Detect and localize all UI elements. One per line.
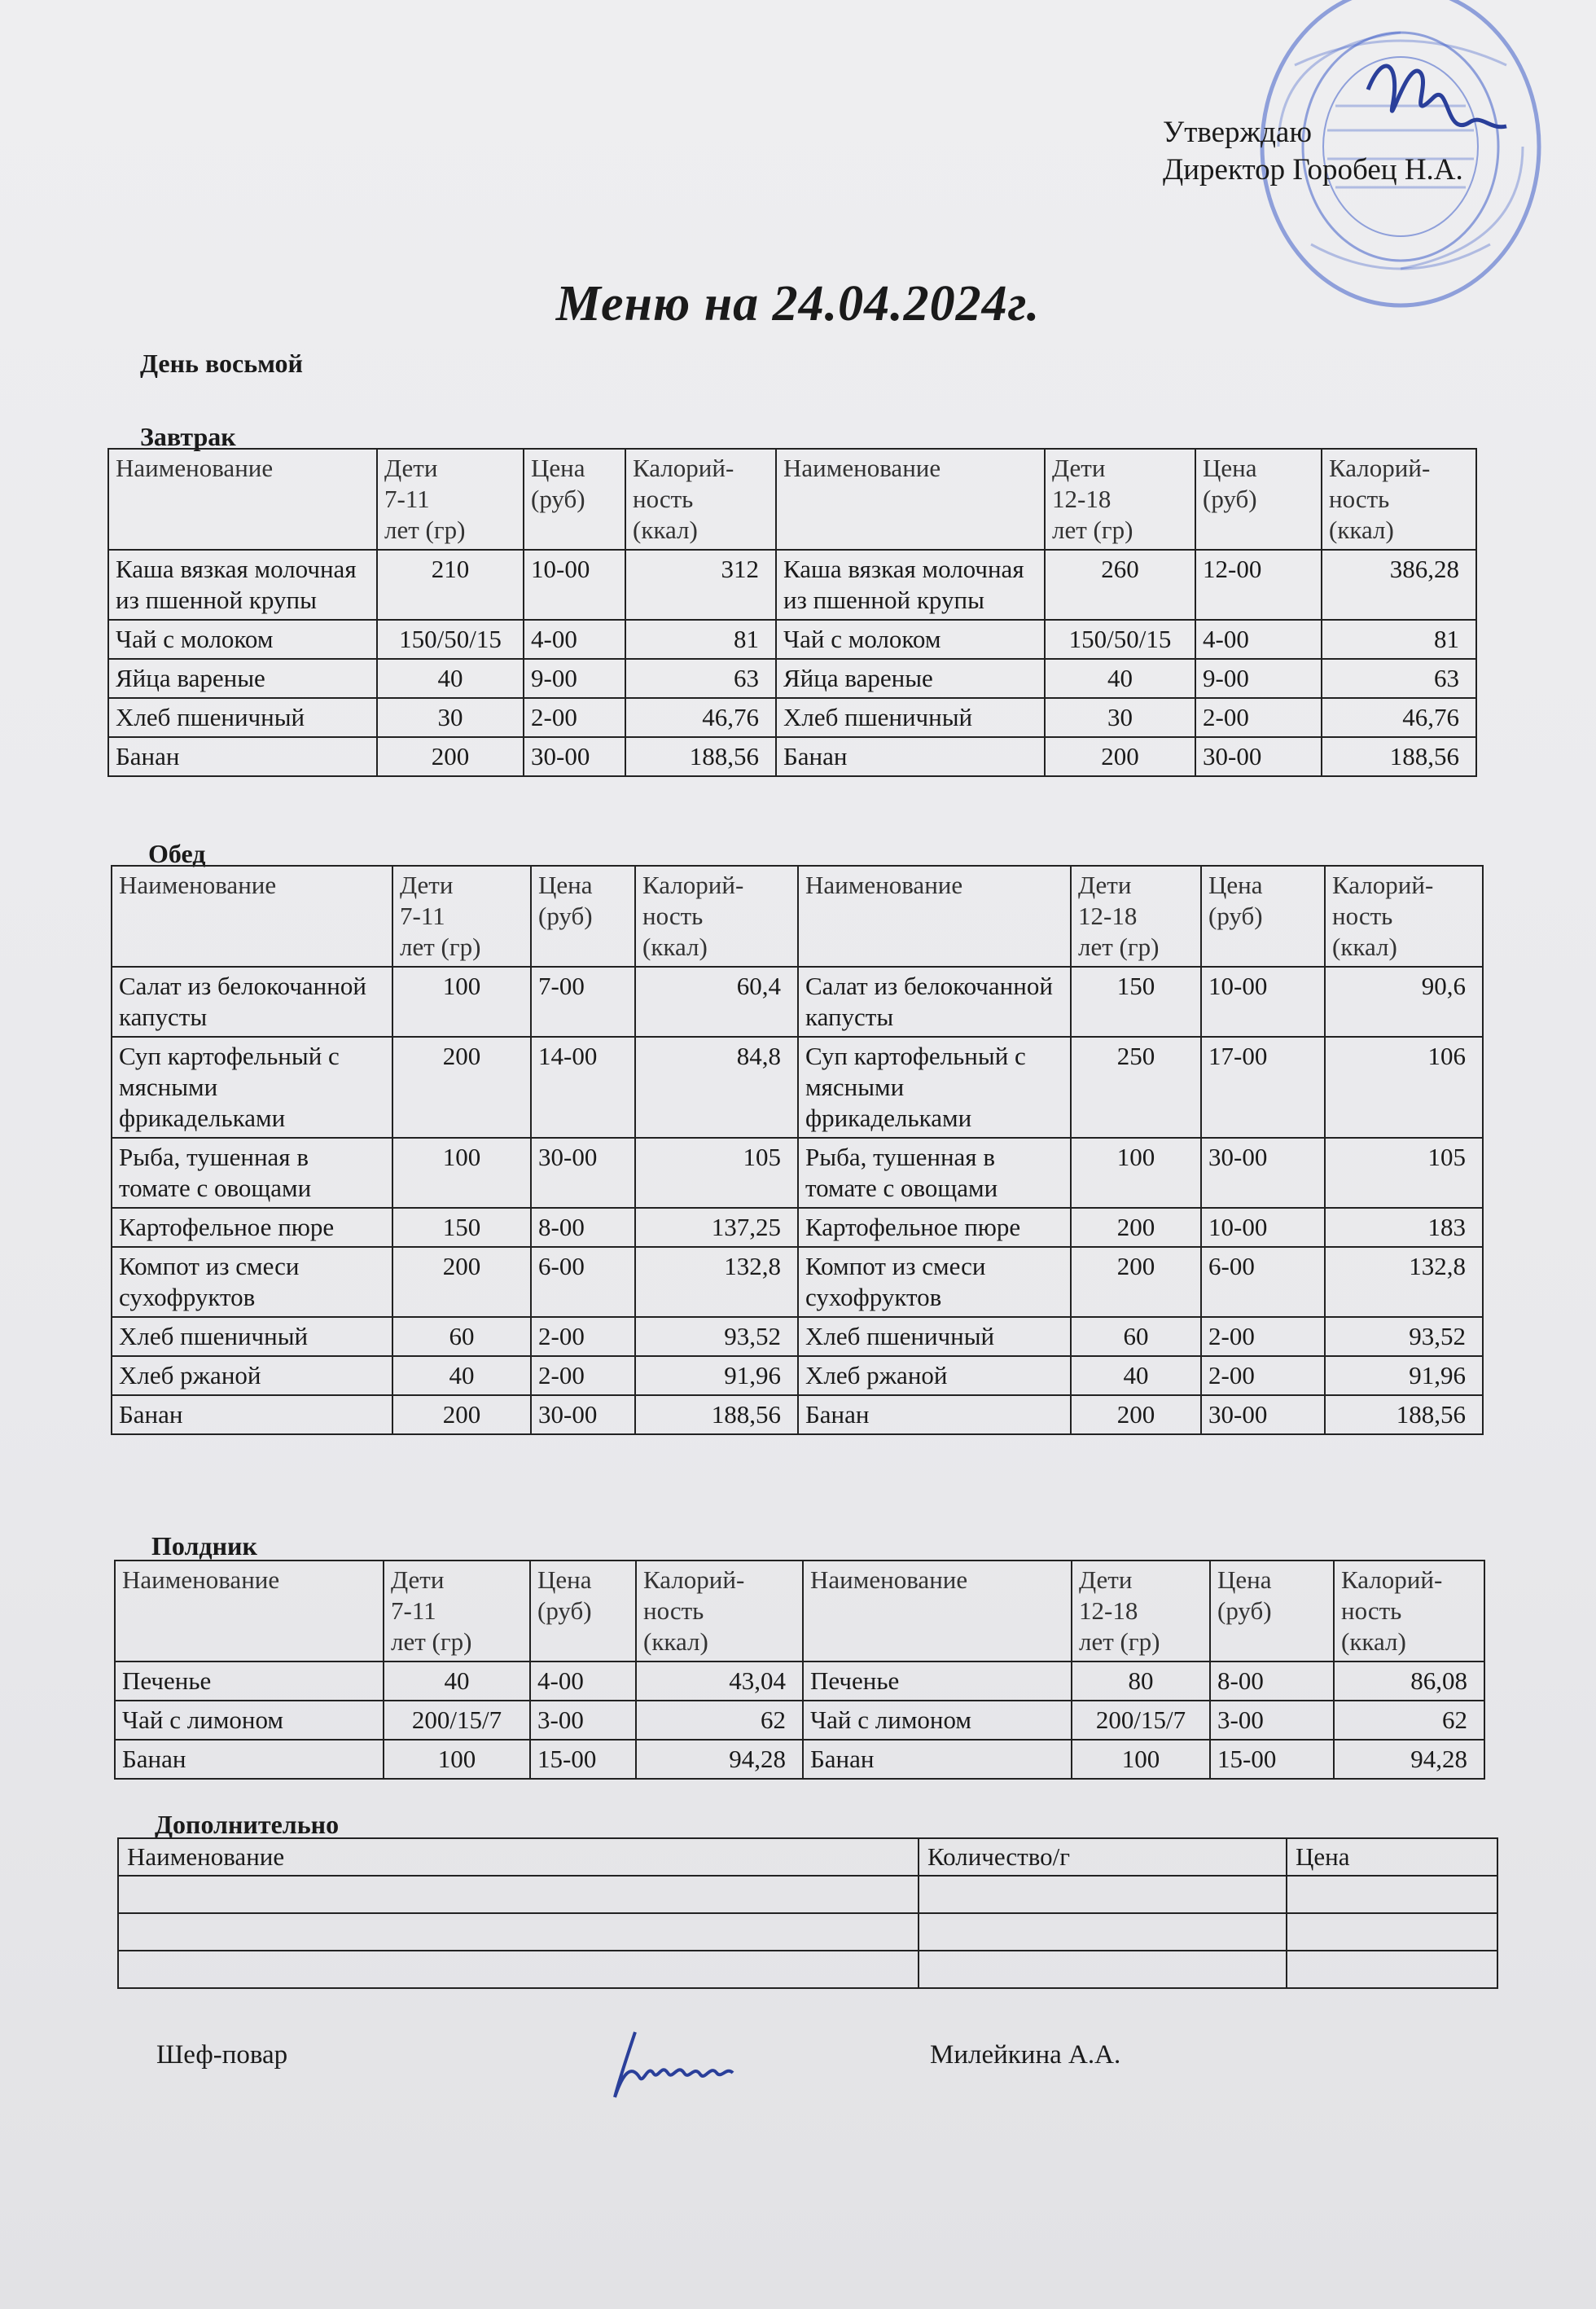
extra-col-qty: Количество/г [919, 1838, 1287, 1876]
calories-value: 86,08 [1334, 1662, 1484, 1701]
dish-name: Рыба, тушенная в томате с овощами [112, 1138, 392, 1208]
col-kids-old-header [1072, 1561, 1210, 1662]
portion-grams: 150/50/15 [377, 620, 524, 659]
calories-value: 46,76 [625, 698, 776, 737]
col-calories-header-line: ность [642, 902, 704, 930]
portion-grams: 150/50/15 [1045, 620, 1195, 659]
table-row [112, 1356, 1483, 1395]
calories-value: 183 [1325, 1208, 1483, 1247]
extra-cell [1287, 1876, 1497, 1913]
col-kids-young-header [392, 866, 531, 967]
col-name-header: Наименование [108, 449, 377, 550]
chef-role: Шеф-повар [156, 2040, 288, 2070]
col-calories-header-line: (ккал) [633, 516, 698, 544]
portion-grams: 200 [377, 737, 524, 776]
calories-value: 63 [1322, 659, 1476, 698]
table-row [108, 620, 1476, 659]
extra-col-price: Цена [1287, 1838, 1497, 1876]
col-kids-old-header [1071, 866, 1201, 967]
price-value: 2-00 [531, 1317, 635, 1356]
calories-value: 132,8 [1325, 1247, 1483, 1317]
snack-table [114, 1560, 1485, 1780]
price-value: 30-00 [1201, 1395, 1325, 1434]
calories-value: 93,52 [635, 1317, 798, 1356]
col-price-header-line: Цена [1217, 1565, 1272, 1594]
breakfast-label: Завтрак [140, 422, 236, 451]
col-name-header: Наименование [115, 1561, 384, 1662]
table-row [108, 659, 1476, 698]
extra-cell [118, 1913, 919, 1951]
table-row [108, 737, 1476, 776]
col-calories-header [1322, 449, 1476, 550]
dish-name: Хлеб пшеничный [798, 1317, 1071, 1356]
price-value: 10-00 [1201, 1208, 1325, 1247]
col-price-header-line: (руб) [537, 1596, 592, 1625]
col-calories-header-line: Калорий- [1332, 871, 1434, 899]
calories-value: 105 [635, 1138, 798, 1208]
dish-name: Каша вязкая молочная из пшенной крупы [108, 550, 377, 620]
col-price-header [524, 449, 625, 550]
price-value: 2-00 [524, 698, 625, 737]
table-row [115, 1662, 1484, 1701]
price-value: 30-00 [531, 1395, 635, 1434]
table-row [112, 967, 1483, 1037]
calories-value: 188,56 [635, 1395, 798, 1434]
portion-grams: 200 [1071, 1208, 1201, 1247]
dish-name: Банан [798, 1395, 1071, 1434]
calories-value: 43,04 [636, 1662, 803, 1701]
col-price-header-line: Цена [1203, 454, 1257, 482]
portion-grams: 150 [392, 1208, 531, 1247]
col-calories-header-line: Калорий- [633, 454, 734, 482]
col-calories-header [625, 449, 776, 550]
calories-value: 81 [625, 620, 776, 659]
col-kids-old-header [1045, 449, 1195, 550]
col-price-header-line: (руб) [531, 485, 585, 513]
col-calories-header [636, 1561, 803, 1662]
price-value: 30-00 [1195, 737, 1322, 776]
calories-value: 386,28 [1322, 550, 1476, 620]
price-value: 2-00 [531, 1356, 635, 1395]
extra-cell [118, 1951, 919, 1988]
calories-value: 91,96 [1325, 1356, 1483, 1395]
extra-cell [1287, 1913, 1497, 1951]
table-row [112, 1317, 1483, 1356]
portion-grams: 60 [1071, 1317, 1201, 1356]
calories-value: 94,28 [636, 1740, 803, 1779]
extra-cell [1287, 1951, 1497, 1988]
dish-name: Картофельное пюре [112, 1208, 392, 1247]
col-calories-header-line: ность [1341, 1596, 1402, 1625]
calories-value: 132,8 [635, 1247, 798, 1317]
col-kids-young-header-line: 7-11 [391, 1596, 436, 1625]
dish-name: Банан [803, 1740, 1072, 1779]
price-value: 8-00 [1210, 1662, 1334, 1701]
extra-col-name: Наименование [118, 1838, 919, 1876]
lunch-table [111, 865, 1484, 1435]
dish-name: Компот из смеси сухофруктов [798, 1247, 1071, 1317]
portion-grams: 40 [377, 659, 524, 698]
col-price-header [530, 1561, 636, 1662]
approver-name: Директор Горобец Н.А. [1163, 153, 1463, 187]
col-price-header-line: (руб) [1203, 485, 1257, 513]
extra-table [117, 1837, 1498, 1989]
col-calories-header-line: Калорий- [1329, 454, 1431, 482]
price-value: 14-00 [531, 1037, 635, 1138]
portion-grams: 200/15/7 [1072, 1701, 1210, 1740]
table-row [112, 1247, 1483, 1317]
col-kids-young-header-line: Дети [400, 871, 454, 899]
col-name-header: Наименование [803, 1561, 1072, 1662]
col-kids-old-header-line: Дети [1052, 454, 1106, 482]
calories-value: 105 [1325, 1138, 1483, 1208]
col-kids-young-header-line: лет (гр) [384, 516, 466, 544]
dish-name: Банан [776, 737, 1045, 776]
table-row [108, 550, 1476, 620]
portion-grams: 60 [392, 1317, 531, 1356]
calories-value: 188,56 [625, 737, 776, 776]
col-price-header [1201, 866, 1325, 967]
col-kids-young-header-line: Дети [391, 1565, 445, 1594]
portion-grams: 200 [392, 1247, 531, 1317]
lunch-label: Обед [148, 839, 206, 868]
col-price-header [531, 866, 635, 967]
portion-grams: 260 [1045, 550, 1195, 620]
portion-grams: 30 [377, 698, 524, 737]
portion-grams: 100 [392, 1138, 531, 1208]
dish-name: Хлеб пшеничный [776, 698, 1045, 737]
dish-name: Суп картофельный с мясными фрикадельками [112, 1037, 392, 1138]
extra-cell [118, 1876, 919, 1913]
col-calories-header-line: Калорий- [642, 871, 744, 899]
col-calories-header-line: (ккал) [643, 1627, 708, 1656]
col-calories-header-line: ность [1332, 902, 1393, 930]
col-kids-young-header [384, 1561, 530, 1662]
price-value: 10-00 [1201, 967, 1325, 1037]
chef-name: Милейкина А.А. [930, 2040, 1121, 2070]
price-value: 8-00 [531, 1208, 635, 1247]
col-price-header [1210, 1561, 1334, 1662]
extra-cell [919, 1913, 1287, 1951]
col-kids-old-header-line: лет (гр) [1079, 1627, 1160, 1656]
price-value: 9-00 [1195, 659, 1322, 698]
col-price-header-line: Цена [1208, 871, 1263, 899]
dish-name: Печенье [803, 1662, 1072, 1701]
calories-value: 84,8 [635, 1037, 798, 1138]
price-value: 9-00 [524, 659, 625, 698]
portion-grams: 210 [377, 550, 524, 620]
extra-row [118, 1913, 1497, 1951]
portion-grams: 40 [1071, 1356, 1201, 1395]
signature-icon [603, 2016, 741, 2105]
dish-name: Чай с молоком [776, 620, 1045, 659]
calories-value: 188,56 [1322, 737, 1476, 776]
portion-grams: 80 [1072, 1662, 1210, 1701]
portion-grams: 250 [1071, 1037, 1201, 1138]
portion-grams: 150 [1071, 967, 1201, 1037]
portion-grams: 100 [1071, 1138, 1201, 1208]
col-name-header: Наименование [776, 449, 1045, 550]
col-kids-old-header-line: 12-18 [1079, 1596, 1138, 1625]
price-value: 4-00 [1195, 620, 1322, 659]
dish-name: Хлеб пшеничный [108, 698, 377, 737]
col-calories-header-line: ность [1329, 485, 1390, 513]
extra-header-row [118, 1838, 1497, 1876]
portion-grams: 30 [1045, 698, 1195, 737]
approval-block [1163, 114, 1463, 189]
col-calories-header-line: ность [643, 1596, 704, 1625]
dish-name: Хлеб пшеничный [112, 1317, 392, 1356]
col-price-header-line: Цена [531, 454, 585, 482]
col-price-header-line: (руб) [1217, 1596, 1272, 1625]
dish-name: Чай с лимоном [803, 1701, 1072, 1740]
col-calories-header-line: (ккал) [1329, 516, 1394, 544]
dish-name: Компот из смеси сухофруктов [112, 1247, 392, 1317]
page-title: Меню на 24.04.2024г. [555, 276, 1041, 331]
approval-line: Утверждаю [1163, 116, 1312, 149]
portion-grams: 40 [384, 1662, 530, 1701]
calories-value: 46,76 [1322, 698, 1476, 737]
extra-row [118, 1876, 1497, 1913]
dish-name: Суп картофельный с мясными фрикадельками [798, 1037, 1071, 1138]
price-value: 15-00 [1210, 1740, 1334, 1779]
price-value: 2-00 [1201, 1356, 1325, 1395]
snack-label: Полдник [151, 1531, 257, 1561]
dish-name: Хлеб ржаной [798, 1356, 1071, 1395]
portion-grams: 40 [392, 1356, 531, 1395]
portion-grams: 100 [384, 1740, 530, 1779]
portion-grams: 200 [1071, 1247, 1201, 1317]
price-value: 3-00 [1210, 1701, 1334, 1740]
price-value: 30-00 [1201, 1138, 1325, 1208]
col-calories-header-line: (ккал) [642, 933, 708, 961]
col-kids-old-header-line: 12-18 [1052, 485, 1112, 513]
col-price-header-line: (руб) [1208, 902, 1263, 930]
col-price-header-line: Цена [538, 871, 593, 899]
col-calories-header [1325, 866, 1483, 967]
col-price-header-line: Цена [537, 1565, 592, 1594]
dish-name: Салат из белокочанной капусты [112, 967, 392, 1037]
portion-grams: 200 [1071, 1395, 1201, 1434]
extra-row [118, 1951, 1497, 1988]
price-value: 30-00 [531, 1138, 635, 1208]
portion-grams: 100 [392, 967, 531, 1037]
extra-cell [919, 1876, 1287, 1913]
col-name-header: Наименование [798, 866, 1071, 967]
header-row [112, 866, 1483, 967]
dish-name: Банан [108, 737, 377, 776]
price-value: 30-00 [524, 737, 625, 776]
portion-grams: 40 [1045, 659, 1195, 698]
table-row [115, 1701, 1484, 1740]
price-value: 12-00 [1195, 550, 1322, 620]
price-value: 6-00 [1201, 1247, 1325, 1317]
dish-name: Рыба, тушенная в томате с овощами [798, 1138, 1071, 1208]
calories-value: 94,28 [1334, 1740, 1484, 1779]
col-kids-young-header [377, 449, 524, 550]
calories-value: 62 [1334, 1701, 1484, 1740]
calories-value: 91,96 [635, 1356, 798, 1395]
breakfast-table [107, 448, 1477, 777]
calories-value: 106 [1325, 1037, 1483, 1138]
dish-name: Яйца вареные [108, 659, 377, 698]
col-kids-young-header-line: лет (гр) [391, 1627, 472, 1656]
dish-name: Салат из белокочанной капусты [798, 967, 1071, 1037]
col-price-header [1195, 449, 1322, 550]
price-value: 17-00 [1201, 1037, 1325, 1138]
price-value: 10-00 [524, 550, 625, 620]
table-row [112, 1208, 1483, 1247]
price-value: 7-00 [531, 967, 635, 1037]
header-row [115, 1561, 1484, 1662]
table-row [112, 1395, 1483, 1434]
price-value: 6-00 [531, 1247, 635, 1317]
col-kids-young-header-line: лет (гр) [400, 933, 481, 961]
price-value: 4-00 [530, 1662, 636, 1701]
col-kids-old-header-line: Дети [1078, 871, 1132, 899]
col-kids-young-header-line: 7-11 [400, 902, 445, 930]
portion-grams: 200 [392, 1037, 531, 1138]
dish-name: Печенье [115, 1662, 384, 1701]
col-calories-header [635, 866, 798, 967]
portion-grams: 200 [1045, 737, 1195, 776]
dish-name: Банан [115, 1740, 384, 1779]
calories-value: 90,6 [1325, 967, 1483, 1037]
col-kids-young-header-line: 7-11 [384, 485, 430, 513]
calories-value: 60,4 [635, 967, 798, 1037]
calories-value: 137,25 [635, 1208, 798, 1247]
extra-label: Дополнительно [155, 1810, 340, 1839]
calories-value: 62 [636, 1701, 803, 1740]
calories-value: 312 [625, 550, 776, 620]
dish-name: Каша вязкая молочная из пшенной крупы [776, 550, 1045, 620]
table-row [112, 1037, 1483, 1138]
calories-value: 93,52 [1325, 1317, 1483, 1356]
col-calories-header [1334, 1561, 1484, 1662]
price-value: 2-00 [1201, 1317, 1325, 1356]
col-name-header: Наименование [112, 866, 392, 967]
col-calories-header-line: Калорий- [1341, 1565, 1443, 1594]
price-value: 3-00 [530, 1701, 636, 1740]
table-row [112, 1138, 1483, 1208]
dish-name: Картофельное пюре [798, 1208, 1071, 1247]
col-price-header-line: (руб) [538, 902, 593, 930]
extra-cell [919, 1951, 1287, 1988]
calories-value: 63 [625, 659, 776, 698]
price-value: 2-00 [1195, 698, 1322, 737]
col-calories-header-line: (ккал) [1332, 933, 1397, 961]
dish-name: Яйца вареные [776, 659, 1045, 698]
col-kids-old-header-line: лет (гр) [1078, 933, 1160, 961]
portion-grams: 100 [1072, 1740, 1210, 1779]
col-kids-old-header-line: Дети [1079, 1565, 1133, 1594]
header-row [108, 449, 1476, 550]
col-calories-header-line: Калорий- [643, 1565, 745, 1594]
col-calories-header-line: ность [633, 485, 694, 513]
price-value: 4-00 [524, 620, 625, 659]
calories-value: 81 [1322, 620, 1476, 659]
portion-grams: 200 [392, 1395, 531, 1434]
dish-name: Чай с лимоном [115, 1701, 384, 1740]
col-kids-old-header-line: лет (гр) [1052, 516, 1133, 544]
dish-name: Хлеб ржаной [112, 1356, 392, 1395]
price-value: 15-00 [530, 1740, 636, 1779]
table-row [108, 698, 1476, 737]
portion-grams: 200/15/7 [384, 1701, 530, 1740]
col-kids-old-header-line: 12-18 [1078, 902, 1138, 930]
calories-value: 188,56 [1325, 1395, 1483, 1434]
col-kids-young-header-line: Дети [384, 454, 438, 482]
col-calories-header-line: (ккал) [1341, 1627, 1406, 1656]
dish-name: Чай с молоком [108, 620, 377, 659]
dish-name: Банан [112, 1395, 392, 1434]
day-label: День восьмой [140, 349, 303, 378]
table-row [115, 1740, 1484, 1779]
